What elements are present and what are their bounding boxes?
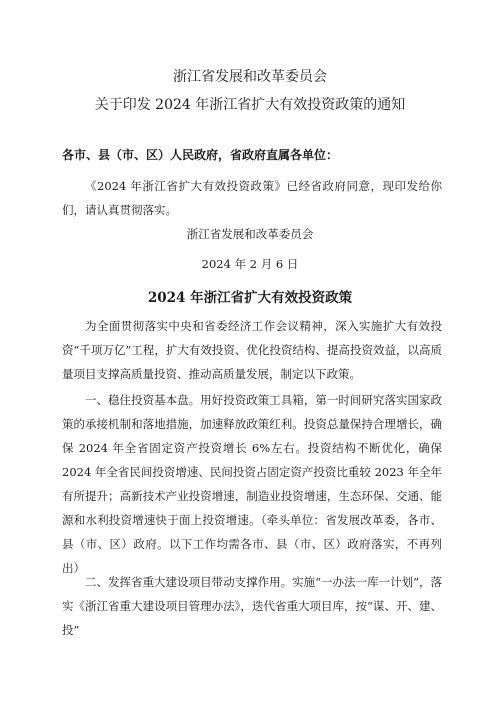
signature-org: 浙江省发展和改革委员会 xyxy=(186,227,314,241)
intro-paragraph: 《2024 年浙江省扩大有效投资政策》已经省政府同意，现印发给你们，请认真贯彻落实。 xyxy=(62,179,442,217)
issuing-organization: 浙江省发展和改革委员会 xyxy=(173,69,327,85)
policy-title: 2024 年浙江省扩大有效投资政策 xyxy=(147,290,353,306)
paragraph-preamble: 为全面贯彻落实中央和省委经济工作会议精神，深入实施扩大有效投资“千项万亿”工程，扩大有效投资、优化投资结构、提高投资效益，以高质量项目支撑高质量投资、推动高质量发展，制定以下政策。 xyxy=(62,319,442,381)
signature-date: 2024 年 2 月 6 日 xyxy=(201,257,299,271)
paragraph-section-1: 一、稳住投资基本盘。用好投资政策工具箱，第一时间研究落实国家政策的承接机制和落地措施，加速释放政策红利。投资总量保持合理增长，确保 2024 年全省固定资产投资增长 6%左右。投资结构不断优化，确保 2024 年全省民间投资增速、民间投资占固定资产投资比重较 2023 年全年有所提升；高新技术产业投资增速，制造业投资增速，生态环保、交通、能源和水利投资增速快于面上投资增速。（牵头单位：省发展改革委，各市、县（市、区）政府。以下工作均需各市、县（市、区）政府落实，不再列出） xyxy=(62,393,442,575)
notice-title: 关于印发 2024 年浙江省扩大有效投资政策的通知 xyxy=(94,97,406,113)
salutation: 各市、县（市、区）人民政府，省政府直属各单位： xyxy=(62,148,339,162)
paragraph-section-2: 二、发挥省重大建设项目带动支撑作用。实施“一办法一库一计划”，落实《浙江省重大建设项目管理办法》，迭代省重大项目库，按“谋、开、建、投” xyxy=(62,575,442,637)
